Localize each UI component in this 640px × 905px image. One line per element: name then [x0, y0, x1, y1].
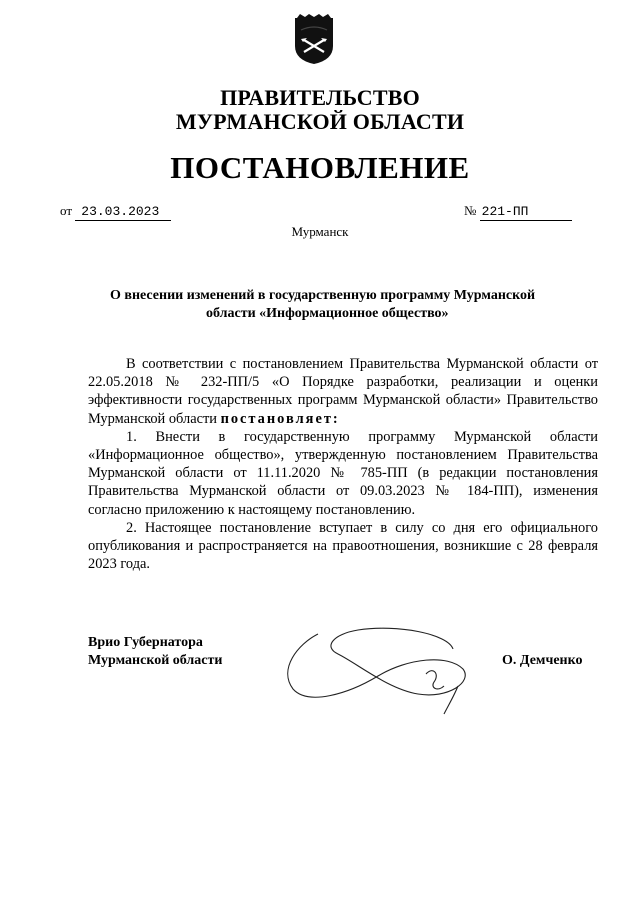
subject-line2: области «Информационное общество» — [206, 306, 449, 321]
body-paragraph-item2: 2. Настоящее постановление вступает в силу со дня его официального опубликования и распространяется на правоотношения, возникшие с 28 февраля 2023 года. — [88, 519, 598, 573]
subject-line1: О внесении изменений в государственную программу Мурманской — [110, 288, 536, 303]
body-paragraph-preamble — [88, 355, 598, 428]
document-body — [88, 355, 598, 573]
body-paragraph-item1: 1. Внести в государственную программу Мурманской области «Информационное общество», утвержденную постановлением Правительства Мурманской области от 11.11.2020 № 785-ПП (в редакции постановления Правительства Мурманской области от 09.03.2023 № 184-ПП), изменения согласно приложению к настоящему постановлению. — [88, 428, 598, 518]
document-date — [60, 203, 171, 221]
document-number — [464, 203, 572, 221]
preamble-text: В соответствии с постановлением Правительства Мурманской области от 22.05.2018 № 232-ПП/5 «О Порядке разработки, реализации и оценки эффективности государственных программ Мурманской области» Правительство Мурманской области — [88, 356, 598, 427]
city-name: Мурманск — [291, 224, 349, 239]
date-value: 23.03.2023 — [75, 204, 171, 221]
handwritten-signature — [278, 614, 478, 724]
document-type-title: ПОСТАНОВЛЕНИЕ — [170, 150, 470, 185]
position-line2: Мурманской области — [88, 653, 223, 668]
signatory-position — [88, 634, 222, 670]
government-name-line2: МУРМАНСКОЙ ОБЛАСТИ — [175, 109, 465, 134]
government-name-line1: ПРАВИТЕЛЬСТВО — [220, 85, 420, 110]
number-value: 221-ПП — [480, 204, 572, 221]
coat-of-arms-emblem — [291, 14, 337, 66]
signatory-name: О. Демченко — [502, 653, 583, 668]
number-prefix: № — [464, 203, 477, 218]
resolves-keyword: постановляет: — [220, 410, 340, 427]
position-line1: Врио Губернатора — [88, 635, 203, 650]
date-prefix: от — [60, 203, 73, 218]
